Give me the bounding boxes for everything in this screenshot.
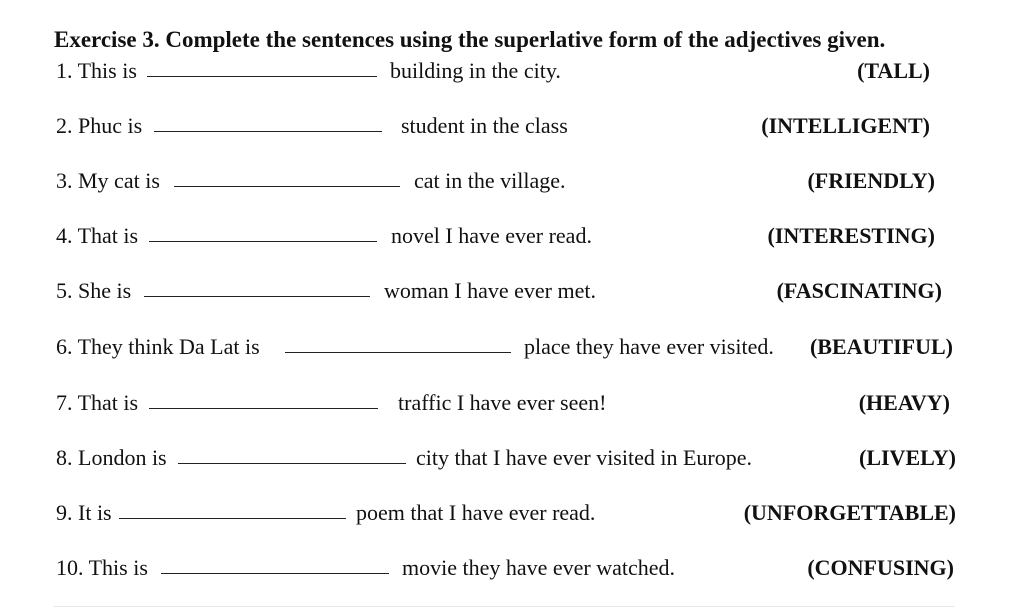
sentence-lead: 6. They think Da Lat is (56, 334, 260, 359)
sentence-lead: 1. This is (56, 58, 137, 83)
sentence-tail: novel I have ever read. (391, 223, 592, 248)
adjective-hint: (UNFORGETTABLE) (743, 500, 956, 525)
answer-blank[interactable] (119, 518, 346, 519)
sentence-tail: cat in the village. (414, 168, 566, 193)
sentence-tail: city that I have ever visited in Europe. (416, 445, 752, 470)
sentence-tail: traffic I have ever seen! (398, 390, 607, 415)
sentence-2 (0, 111, 1024, 141)
sentence-tail: woman I have ever met. (384, 278, 596, 303)
sentence-9 (0, 498, 1024, 528)
sentence-tail: place they have ever visited. (524, 334, 774, 359)
answer-blank[interactable] (144, 296, 370, 297)
sentence-lead: 5. She is (56, 278, 132, 303)
sentence-4 (0, 221, 1024, 251)
sentence-1 (0, 56, 1024, 86)
answer-blank[interactable] (149, 241, 377, 242)
adjective-hint: (LIVELY) (859, 445, 956, 470)
adjective-hint: (BEAUTIFUL) (809, 334, 953, 359)
answer-blank[interactable] (174, 186, 400, 187)
answer-blank[interactable] (178, 463, 406, 464)
answer-blank[interactable] (154, 131, 382, 132)
sentence-tail: building in the city. (390, 58, 561, 83)
answer-blank[interactable] (149, 408, 378, 409)
answer-blank[interactable] (147, 76, 377, 77)
sentence-lead: 10. This is (56, 555, 148, 580)
sentence-lead: 8. London is (56, 445, 167, 470)
page-divider (54, 606, 954, 607)
sentence-10 (0, 553, 1024, 583)
sentence-lead: 7. That is (56, 390, 139, 415)
adjective-hint: (FASCINATING) (776, 278, 942, 303)
adjective-hint: (INTELLIGENT) (761, 113, 930, 138)
sentence-lead: 9. It is (56, 500, 112, 525)
sentence-lead: 2. Phuc is (56, 113, 143, 138)
adjective-hint: (TALL) (857, 58, 930, 83)
exercise-title: Exercise 3. Complete the sentences using the superlative form of the adjectives given. (54, 27, 886, 52)
sentence-6 (0, 332, 1024, 362)
sentence-8 (0, 443, 1024, 473)
sentence-tail: movie they have ever watched. (402, 555, 676, 580)
adjective-hint: (HEAVY) (858, 390, 950, 415)
sentence-lead: 3. My cat is (56, 168, 160, 193)
adjective-hint: (FRIENDLY) (807, 168, 935, 193)
sentence-3 (0, 166, 1024, 196)
sentence-7 (0, 388, 1024, 418)
answer-blank[interactable] (285, 352, 511, 353)
sentence-5 (0, 276, 1024, 306)
answer-blank[interactable] (161, 573, 389, 574)
sentence-lead: 4. That is (56, 223, 139, 248)
adjective-hint: (CONFUSING) (807, 555, 954, 580)
sentence-tail: poem that I have ever read. (356, 500, 596, 525)
sentence-tail: student in the class (401, 113, 568, 138)
adjective-hint: (INTERESTING) (767, 223, 935, 248)
